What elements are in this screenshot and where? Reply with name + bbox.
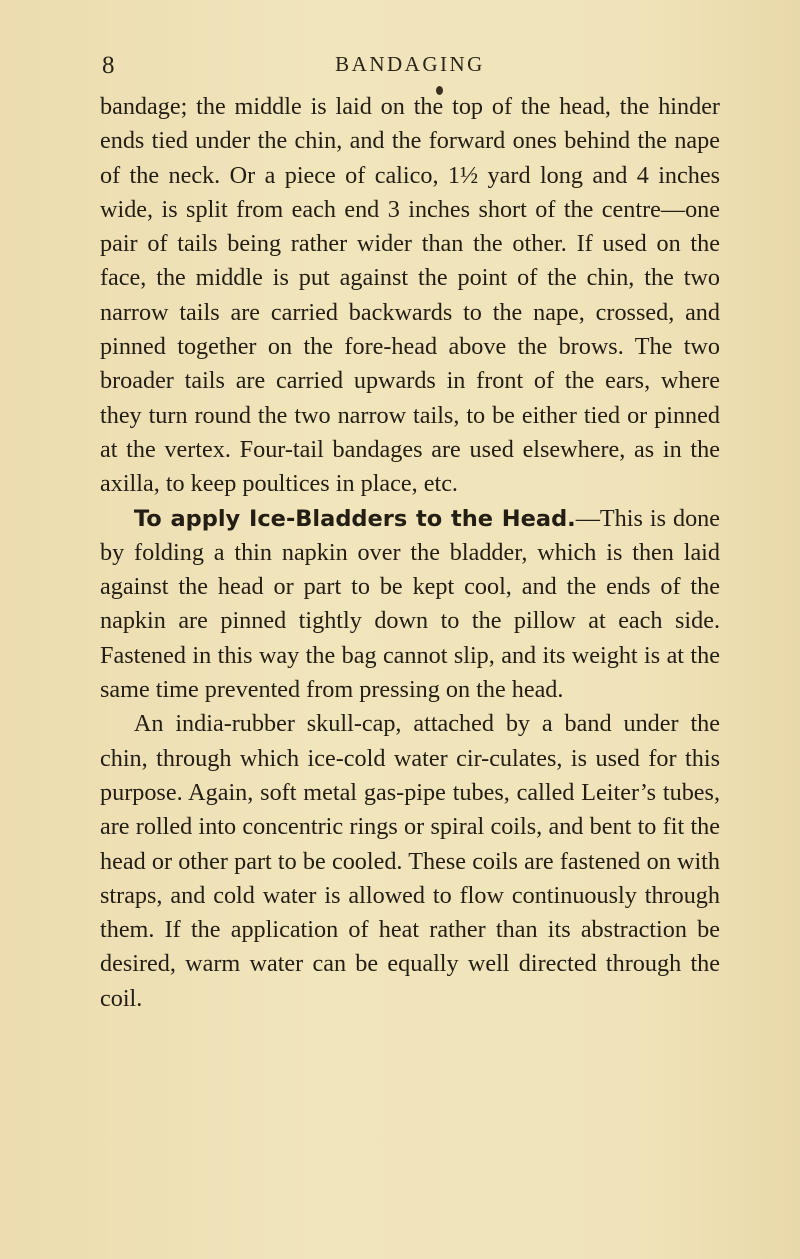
paragraph-skull-cap xyxy=(100,707,720,1016)
paragraph-continuation xyxy=(100,90,720,502)
paragraph-text: An india-rubber skull-cap, attached by a band under the chin, through which ice-cold water cir-culates, is used for this purpose. Again, soft metal gas-pipe tubes, called Leiter’s tubes, are rolled into concentric rings or spiral coils, and bent to fit the head or other part to be cooled. These coils are fastened on with straps, and cold water is allowed to flow continuously through them. If the application of heat rather than its abstraction be desired, warm water can be equally well directed through the coil. xyxy=(100,710,720,1012)
section-heading: To apply Ice-Bladders to the Head. xyxy=(133,505,576,532)
paragraph-text: bandage; the middle is laid on the top of the head, the hinder ends tied under the chin, and the forward ones behind the nape of the neck. Or a piece of calico, 1½ yard long and 4 inches wide, is split from each end 3 inches short of the centre—one pair of tails being rather wider than the other. If used on the face, the middle is put against the point of the chin, the two narrow tails are carried backwards to the nape, crossed, and pinned together on the fore-head above the brows. The two broader tails are carried upwards in front of the ears, where they turn round the two narrow tails, to be either tied or pinned at the vertex. Four-tail bandages are used elsewhere, as in the axilla, to keep poultices in place, etc. xyxy=(100,93,720,498)
running-title: BANDAGING xyxy=(335,52,485,76)
page-header xyxy=(100,50,720,82)
paragraph-text: —This is done by folding a thin napkin over the bladder, which is then laid against the head or part to be kept cool, and the ends of the napkin are pinned tightly down to the pillow at each side. Fastened in this way the bag cannot slip, and its weight is at the same time prevented from pressing on the head. xyxy=(100,504,720,704)
paragraph-ice-bladders xyxy=(100,502,720,708)
body-text xyxy=(100,90,720,1016)
page-number: 8 xyxy=(102,52,115,79)
